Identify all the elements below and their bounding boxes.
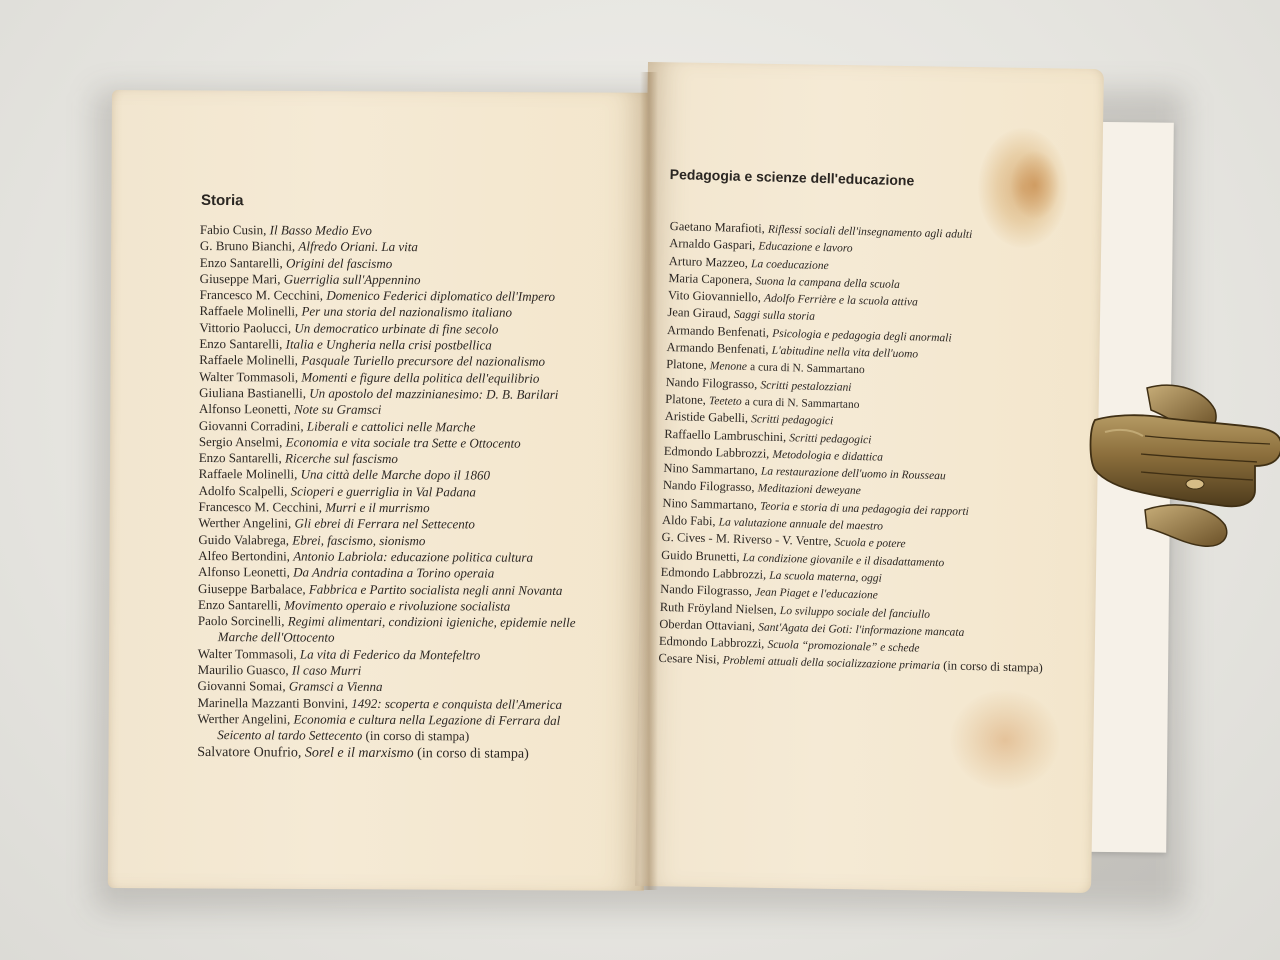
- pedagogia-list: [658, 218, 1060, 678]
- list-item: G. Bruno Bianchi, Alfredo Oriani. La vita: [199, 238, 418, 255]
- list-item: Edmondo Labbrozzi, Metodologia e didattica: [663, 443, 884, 464]
- list-item: Enzo Santarelli, Ricerche sul fascismo: [198, 450, 398, 467]
- list-item: Sergio Anselmi, Economia e vita sociale tra Sette e Ottocento: [198, 433, 521, 451]
- list-item: Paolo Sorcinelli, Regimi alimentari, condizioni igieniche, epidemie nelle Marche dell'Ottocento: [197, 613, 576, 646]
- list-item: Guido Brunetti, La condizione giovanile e il disadattamento: [661, 547, 945, 569]
- list-item: Giuliana Bastianelli, Un apostolo del mazzinianesimo: D. B. Barilari: [199, 384, 559, 402]
- list-item: Francesco M. Cecchini, Murri e il murrismo: [198, 499, 430, 516]
- section-heading-pedagogia: Pedagogia e scienze dell'educazione: [669, 166, 915, 189]
- list-item: Nino Sammartano, Teoria e storia di una pedagogia dei rapporti: [662, 495, 969, 518]
- list-item: Nino Sammartano, La restaurazione dell'uomo in Rousseau: [663, 461, 946, 483]
- book-gutter: [640, 72, 658, 890]
- list-item: Vittorio Paolucci, Un democratico urbinate di fine secolo: [199, 319, 499, 337]
- list-item: Enzo Santarelli, Italia e Ungheria nella crisi postbellica: [199, 336, 492, 353]
- list-item: G. Cives - M. Riverso - V. Ventre, Scuola e potere: [661, 530, 906, 551]
- brass-hand-icon: [1085, 380, 1280, 555]
- list-item: Aldo Fabi, La valutazione annuale del maestro: [661, 512, 884, 533]
- list-item: Armando Benfenati, L'abitudine nella vita dell'uomo: [666, 340, 919, 361]
- storia-list: [197, 222, 635, 763]
- list-item: Nando Filograsso, Meditazioni deweyane: [662, 478, 862, 498]
- list-item: Fabio Cusin, Il Basso Medio Evo: [199, 222, 372, 238]
- list-item: Oberdan Ottaviani, Sant'Agata dei Goti: l'informazione mancata: [659, 616, 965, 639]
- section-heading-storia: Storia: [200, 191, 244, 210]
- list-item: Arturo Mazzeo, La coeducazione: [668, 253, 829, 272]
- list-item: Salvatore Onufrio, Sorel e il marxismo (in corso di stampa): [197, 744, 529, 762]
- list-item: Guido Valabrega, Ebrei, fascismo, sionismo: [198, 531, 426, 548]
- stain-bottom: [950, 690, 1060, 790]
- list-item: Jean Giraud, Saggi sulla storia: [667, 305, 816, 324]
- list-item: Raffaello Lambruschini, Scritti pedagogici: [664, 426, 872, 446]
- list-item: Adolfo Scalpelli, Scioperi e guerriglia in Val Padana: [198, 482, 476, 500]
- list-item: Raffaele Molinelli, Pasquale Turiello precursore del nazionalismo: [199, 352, 546, 370]
- list-item: Raffaele Molinelli, Per una storia del nazionalismo italiano: [199, 303, 513, 321]
- list-item: Arnaldo Gaspari, Educazione e lavoro: [669, 236, 853, 256]
- list-item: Vito Giovanniello, Adolfo Ferrière e la scuola attiva: [667, 288, 918, 309]
- list-item: Maurilio Guasco, Il caso Murri: [197, 662, 362, 678]
- list-item: Maria Caponera, Suona la campana della scuola: [668, 270, 900, 291]
- list-item: Platone, Menone a cura di N. Sammartano: [665, 357, 865, 377]
- list-item: Giuseppe Mari, Guerriglia sull'Appennino: [199, 270, 421, 288]
- stain-top-inner: [1010, 150, 1060, 220]
- list-item: Raffaele Molinelli, Una città delle Marche dopo il 1860: [198, 466, 491, 483]
- list-item: Alfeo Bertondini, Antonio Labriola: educazione politica cultura: [198, 547, 534, 565]
- list-item: Walter Tommasoli, Momenti e figure della politica dell'equilibrio: [199, 368, 540, 386]
- list-item: Gaetano Marafioti, Riflessi sociali dell'insegnamento agli adulti: [669, 218, 973, 241]
- list-item: Cesare Nisi, Problemi attuali della socializzazione primaria (in corso di stampa): [658, 651, 1043, 676]
- list-item: Giuseppe Barbalace, Fabbrica e Partito socialista negli anni Novanta: [198, 580, 563, 598]
- list-item: Alfonso Leonetti, Note su Gramsci: [198, 401, 382, 418]
- list-item: Nando Filograsso, Scritti pestalozziani: [665, 374, 852, 394]
- list-item: Alfonso Leonetti, Da Andria contadina a Torino operaia: [198, 564, 495, 581]
- list-item: Armando Benfenati, Psicologia e pedagogia degli anormali: [666, 322, 952, 345]
- list-item: Marinella Mazzanti Bonvini, 1492: scoperta e conquista dell'America: [197, 694, 563, 712]
- list-item: Giovanni Corradini, Liberali e cattolici nelle Marche: [198, 417, 476, 435]
- list-item: Enzo Santarelli, Origini del fascismo: [199, 254, 393, 271]
- list-item: Giovanni Somai, Gramsci a Vienna: [197, 678, 383, 695]
- list-item: Edmondo Labbrozzi, Scuola “promozionale” e schede: [658, 633, 920, 655]
- list-item: Platone, Teeteto a cura di N. Sammartano: [665, 391, 860, 411]
- list-item: Werther Angelini, Economia e cultura nella Legazione di Ferrara dal Seicento al tardo Settecento (in corso di stampa): [197, 710, 561, 744]
- list-item: Werther Angelini, Gli ebrei di Ferrara nel Settecento: [198, 515, 475, 532]
- list-item: Enzo Santarelli, Movimento operaio e rivoluzione socialista: [197, 596, 511, 614]
- list-item: Walter Tommasoli, La vita di Federico da Montefeltro: [197, 645, 481, 663]
- list-item: Edmondo Labbrozzi, La scuola materna, oggi: [660, 564, 882, 585]
- list-item: Aristide Gabelli, Scritti pedagogici: [664, 409, 834, 428]
- list-item: Francesco M. Cecchini, Domenico Federici diplomatico dell'Impero: [199, 287, 556, 305]
- list-item: Ruth Fröyland Nielsen, Lo sviluppo sociale del fanciullo: [659, 599, 931, 621]
- list-item: Nando Filograsso, Jean Piaget e l'educazione: [660, 582, 878, 602]
